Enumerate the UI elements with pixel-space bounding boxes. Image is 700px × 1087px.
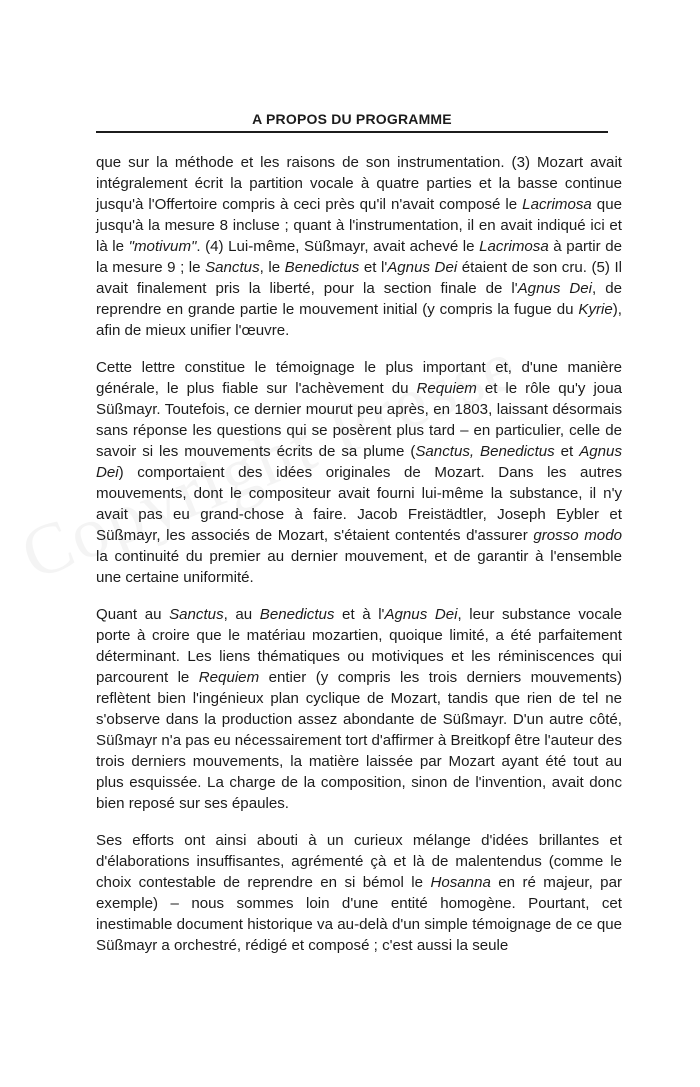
body-text: [96, 152, 622, 956]
text-segment: Ses efforts ont ainsi abouti à un curieux mélange d'idées brillantes et d'élaborations insuffisantes, agrémenté çà et là de malentendus (comme le choix contestable de reprendre en si bémol le: [96, 832, 622, 891]
italic-text-segment: grosso modo: [533, 527, 622, 544]
text-segment: Cette lettre constitue le témoignage le plus important et, d'une manière générale, le plus fiable sur l'achèvement du: [96, 359, 622, 397]
text-segment: , de reprendre en grande partie le mouvement initial (y compris la fugue du: [96, 280, 623, 318]
text-segment: ), afin de mieux unifier l'œuvre.: [96, 301, 622, 339]
text-segment: et à l': [334, 606, 385, 623]
running-header: [96, 111, 608, 133]
paragraph-3: [96, 604, 622, 814]
italic-text-segment: Kyrie: [578, 301, 613, 318]
text-segment: , leur substance vocale porte à croire que le matériau mozartien, quoique limité, a été parfaitement déterminant. Les liens thématiques ou motiviques et les réminiscences qui parcourent le: [96, 606, 623, 686]
text-segment: entier (y compris les trois derniers mouvements) reflètent bien l'ingénieux plan cyclique de Mozart, tandis que rien de tel ne s'observe dans la production assez abondante de Süßmayr. D'un autre côté, Süßmayr n'a pas eu nécessairement tort d'affirmer à Breitkopf être l'auteur des trois derniers mouvements, la matière laissée par Mozart ayant été tout au plus esquissée. La charge de la composition, sinon de l'invention, avait donc bien reposé sur ses épaules.: [96, 669, 623, 812]
italic-text-segment: Requiem: [198, 669, 260, 686]
text-segment: étaient de son cru. (5) Il avait finalement pris la liberté, pour la section finale de l': [96, 259, 622, 297]
italic-text-segment: Agnus Dei: [387, 259, 458, 276]
text-segment: ) comportaient des idées originales de Mozart. Dans les autres mouvements, dont le compositeur avait fourni lui-même la substance, il n'y avait pas eu grand-chose à faire. Jacob Freistädtler, Joseph Eybler et Süßmayr, les associés de Mozart, s'étaient contentés d'assurer: [96, 464, 622, 544]
text-segment: . (4) Lui-même, Süßmayr, avait achevé le: [196, 238, 480, 255]
italic-text-segment: Lacrimosa: [522, 196, 592, 213]
italic-text-segment: Benedictus: [284, 259, 360, 276]
text-segment: et: [554, 443, 580, 460]
italic-text-segment: Agnus Dei: [96, 443, 622, 481]
italic-text-segment: Lacrimosa: [479, 238, 549, 255]
page-title: A PROPOS DU PROGRAMME: [96, 111, 608, 133]
italic-text-segment: Sanctus, Benedictus: [415, 443, 555, 460]
text-segment: la continuité du premier au dernier mouvement, et de garantir à l'ensemble une certaine uniformité.: [96, 548, 622, 586]
text-segment: , le: [259, 259, 285, 276]
italic-text-segment: "motivum": [128, 238, 197, 255]
italic-text-segment: Benedictus: [259, 606, 335, 623]
paragraph-4: [96, 830, 622, 956]
text-segment: Quant au: [96, 606, 170, 623]
text-segment: à partir de la mesure 9 ; le: [96, 238, 622, 276]
paragraph-1: [96, 152, 622, 341]
text-segment: que jusqu'à la mesure 8 incluse ; quant à l'instrumentation, il en avait indiqué ici et là le: [96, 196, 622, 255]
italic-text-segment: Agnus Dei: [384, 606, 458, 623]
text-segment: , au: [223, 606, 260, 623]
italic-text-segment: Hosanna: [430, 874, 491, 891]
text-segment: et le rôle qu'y joua Süßmayr. Toutefois, ce dernier mourut peu après, en 1803, laissant désormais sans réponse les questions qui se posèrent plus tard – en particulier, celle de savoir si les mouvements écrits de sa plume (: [96, 380, 622, 460]
italic-text-segment: Sanctus: [169, 606, 224, 623]
italic-text-segment: Sanctus: [205, 259, 260, 276]
paragraph-2: [96, 357, 622, 588]
text-segment: en ré majeur, par exemple) – nous sommes loin d'une entité homogène. Pourtant, cet inestimable document historique va au-delà d'un simple témoignage de ce que Süßmayr a orchestré, rédigé et composé ; c'est aussi la seule: [96, 874, 622, 954]
text-segment: et l': [359, 259, 388, 276]
text-segment: que sur la méthode et les raisons de son instrumentation. (3) Mozart avait intégralement écrit la partition vocale à quatre parties et la basse continue jusqu'à l'Offertoire compris à ceci près qu'il n'avait composé le: [96, 154, 622, 213]
italic-text-segment: Agnus Dei: [517, 280, 593, 297]
italic-text-segment: Requiem: [416, 380, 477, 397]
